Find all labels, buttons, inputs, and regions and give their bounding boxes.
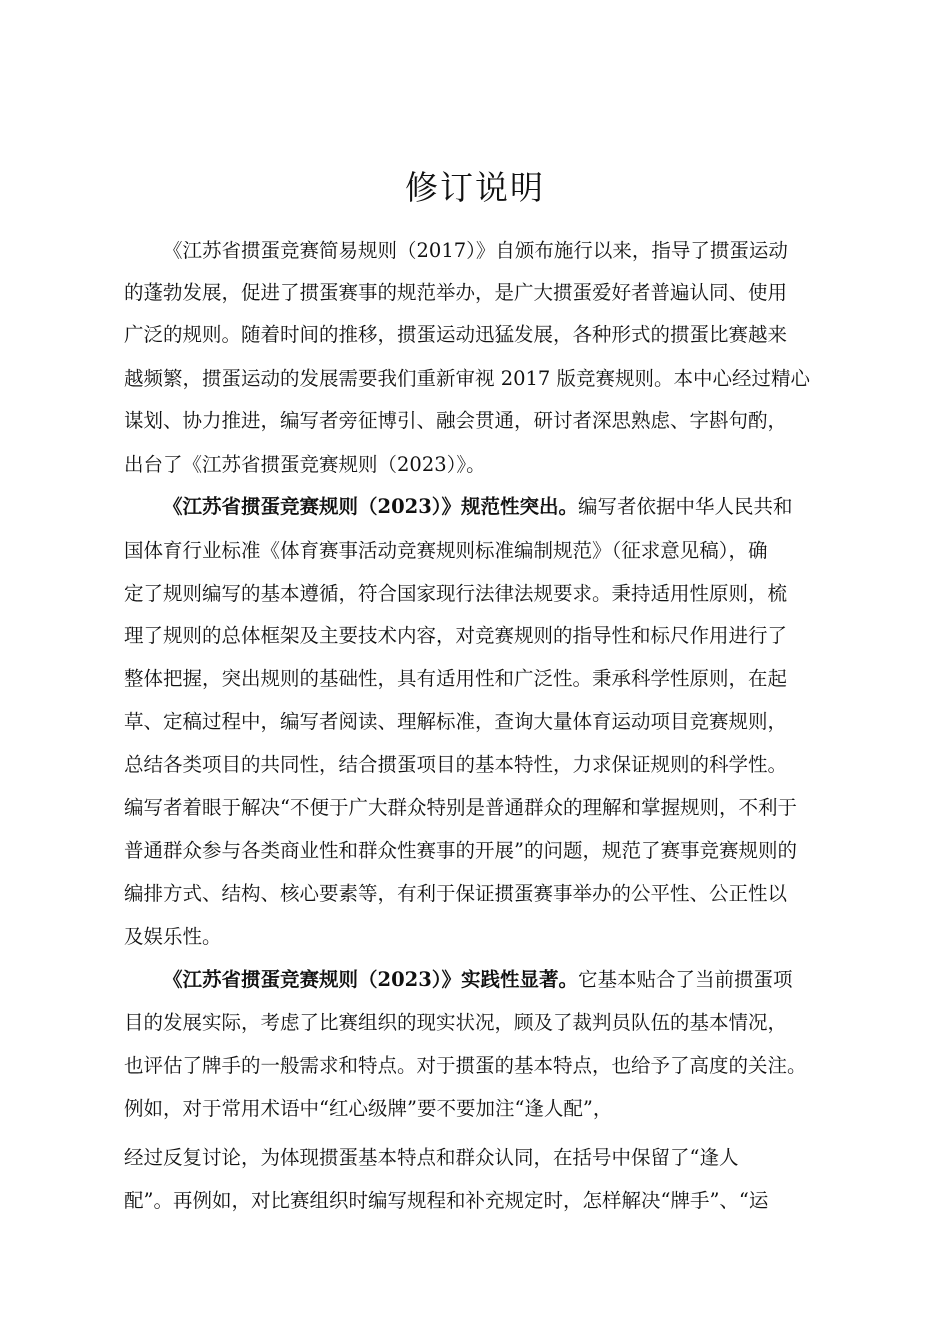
paragraph-2-line-8: 编写者着眼于解决“不便于广大群众特别是普通群众的理解和掌握规则，不利于 <box>124 796 797 819</box>
paragraph-3-first-rest: 它基本贴合了当前掼蛋项 <box>578 968 793 991</box>
paragraph-1-line-2: 的蓬勃发展，促进了掼蛋赛事的规范举办，是广大掼蛋爱好者普遍认同、使用 <box>124 281 788 304</box>
paragraph-1-line-4: 越频繁，掼蛋运动的发展需要我们重新审视 2017 版竞赛规则。本中心经过精心 <box>124 367 811 390</box>
paragraph-2-line-3: 定了规则编写的基本遵循，符合国家现行法律法规要求。秉持适用性原则，梳 <box>124 582 788 605</box>
paragraph-3-line-4: 例如，对于常用术语中“红心级牌”要不要加注“逢人配”， <box>124 1097 613 1120</box>
paragraph-3-line-6: 配”。再例如，对比赛组织时编写规程和补充规定时，怎样解决“牌手”、“运 <box>124 1189 769 1212</box>
paragraph-2-line-1 <box>163 492 793 522</box>
paragraph-2-line-6: 草、定稿过程中，编写者阅读、理解标准，查询大量体育运动项目竞赛规则， <box>124 710 788 733</box>
paragraph-3-line-5: 经过反复讨论，为体现掼蛋基本特点和群众认同，在括号中保留了“逢人 <box>124 1146 739 1169</box>
paragraph-2-lead: 《江苏省掼蛋竞赛规则（2023）》规范性突出。 <box>163 495 579 518</box>
paragraph-2-line-10: 编排方式、结构、核心要素等，有利于保证掼蛋赛事举办的公平性、公正性以 <box>124 882 788 905</box>
paragraph-2-line-4: 理了规则的总体框架及主要技术内容，对竞赛规则的指导性和标尺作用进行了 <box>124 624 788 647</box>
paragraph-2-line-9: 普通群众参与各类商业性和群众性赛事的开展”的问题，规范了赛事竞赛规则的 <box>124 839 797 862</box>
paragraph-1-line-1: 《江苏省掼蛋竞赛简易规则（2017）》自颁布施行以来，指导了掼蛋运动 <box>163 239 788 262</box>
paragraph-2-line-7: 总结各类项目的共同性，结合掼蛋项目的基本特性，力求保证规则的科学性。 <box>124 753 788 776</box>
paragraph-3-lead: 《江苏省掼蛋竞赛规则（2023）》实践性显著。 <box>163 968 579 991</box>
paragraph-1-line-3: 广泛的规则。随着时间的推移，掼蛋运动迅猛发展，各种形式的掼蛋比赛越来 <box>124 323 788 346</box>
paragraph-3-line-2: 目的发展实际，考虑了比赛组织的现实状况，顾及了裁判员队伍的基本情况， <box>124 1011 788 1034</box>
paragraph-2-line-5: 整体把握，突出规则的基础性，具有适用性和广泛性。秉承科学性原则，在起 <box>124 667 788 690</box>
paragraph-2-first-rest: 编写者依据中华人民共和 <box>578 495 793 518</box>
paragraph-1-line-5: 谋划、协力推进，编写者旁征博引、融会贯通，研讨者深思熟虑、字斟句酌， <box>124 409 788 432</box>
paragraph-2-line-11: 及娱乐性。 <box>124 925 222 948</box>
page-title: 修订说明 <box>405 168 545 207</box>
paragraph-3-line-3: 也评估了牌手的一般需求和特点。对于掼蛋的基本特点，也给予了高度的关注。 <box>124 1054 807 1077</box>
paragraph-3-line-1 <box>163 965 793 995</box>
paragraph-1-line-6: 出台了《江苏省掼蛋竞赛规则（2023）》。 <box>124 453 486 476</box>
paragraph-2-line-2: 国体育行业标准《体育赛事活动竞赛规则标准编制规范》（征求意见稿），确 <box>124 539 768 562</box>
